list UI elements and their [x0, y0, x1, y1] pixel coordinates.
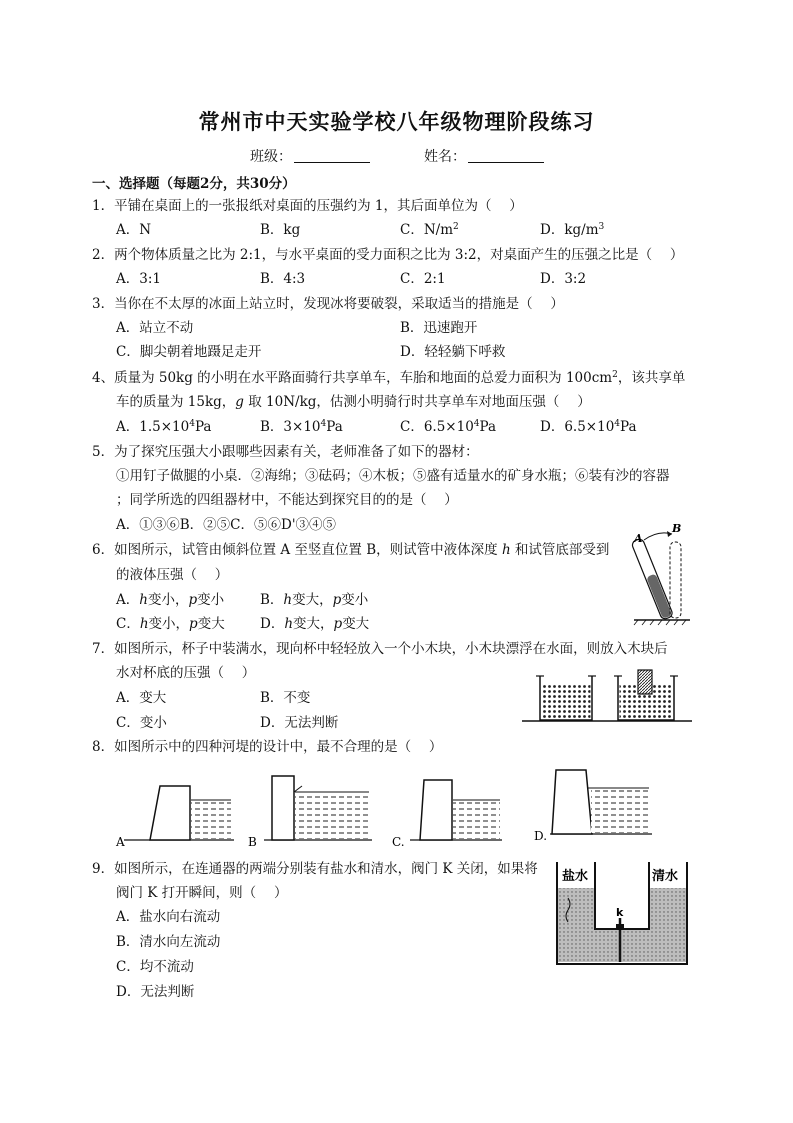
name-blank[interactable]	[468, 148, 544, 163]
q4-stem-line1: 4、质量为 50kg 的小明在水平路面骑行共享单车，车胎和地面的总爱力面积为 $100cm^2$，该共享单	[92, 370, 686, 386]
q7-option-a: A．变大	[116, 690, 167, 706]
q7-stem-line2: 水对杯底的压强（ ）	[116, 665, 256, 681]
q9-connected-vessel-figure	[554, 858, 690, 968]
q7-option-c: C．变小	[116, 715, 167, 731]
section-heading: 一、选择题（每题2分，共30分）	[92, 176, 296, 192]
name-field	[424, 146, 544, 166]
q3-option-c: C．脚尖朝着地蹑足走开	[116, 344, 262, 360]
q1-option-c: C．$N/m^2$	[400, 222, 459, 238]
q6-figure-label-b: B	[672, 522, 682, 535]
q7-option-d: D．无法判断	[260, 715, 339, 731]
q6-figure-label-a: A	[634, 532, 643, 545]
q1-option-d: D．$kg/m^3$	[540, 222, 605, 238]
q1-option-b: B．kg	[260, 222, 301, 238]
class-field	[250, 146, 370, 166]
q8-label-a: A	[116, 835, 125, 849]
q6-stem-line2: 的液体压强（ ）	[116, 567, 229, 583]
q5-stem-line3: ；同学所选的四组器材中，不能达到探究目的的是（ ）	[116, 492, 458, 508]
q9-option-d: D．无法判断	[116, 984, 195, 1000]
q3-option-b: B．迅速跑开	[400, 320, 478, 336]
class-blank[interactable]	[294, 148, 370, 163]
q6-option-c: C．h变小，p变大	[116, 616, 225, 632]
q8-stem: 8．如图所示中的四种河堤的设计中，最不合理的是（ ）	[92, 739, 443, 755]
q5-stem-line2: ①用钉子做腿的小桌．②海绵；③砝码；④木板；⑤盛有适量水的矿身水瓶；⑥装有沙的容器	[116, 468, 670, 484]
q9-label-valve: k	[616, 906, 624, 919]
page-title: 常州市中天实验学校八年级物理阶段练习	[198, 109, 595, 134]
q4-option-a: A．$1.5\times 10^4Pa$	[116, 419, 212, 435]
q9-stem-line1: 9．如图所示，在连通器的两端分别装有盐水和清水，阀门 K 关闭，如果将	[92, 861, 538, 877]
q3-option-a: A．站立不动	[116, 320, 194, 336]
q6-test-tube-figure	[616, 522, 696, 626]
q7-cups-figure	[522, 664, 692, 724]
q1-stem: 1．平铺在桌面上的一张报纸对桌面的压强约为 1，其后面单位为（ ）	[92, 198, 523, 214]
q2-option-a: A．3:1	[116, 271, 161, 287]
q3-stem: 3．当你在不太厚的冰面上站立时，发现冰将要破裂，采取适当的措施是（ ）	[92, 296, 564, 312]
q6-option-d: D．h变大，p变大	[260, 616, 370, 632]
q9-label-fresh-water: 清水	[652, 869, 679, 884]
q7-stem-line1: 7．如图所示，杯子中装满水，现向杯中轻轻放入一个小木块，小木块漂浮在水面，则放入木块后	[92, 641, 668, 657]
q9-option-a: A．盐水向右流动	[116, 909, 221, 925]
q5-options: A．①③⑥B．②⑤C．⑤⑥D'③④⑤	[116, 517, 337, 533]
q2-option-c: C．2:1	[400, 271, 446, 287]
q4-option-c: C．$6.5\times 10^4Pa$	[400, 419, 497, 435]
q2-stem: 2．两个物体质量之比为 2:1，与水平桌面的受力面积之比为 3:2，对桌面产生的压强之比是（ ）	[92, 247, 684, 263]
q4-option-b: B．$3\times 10^4Pa$	[260, 419, 343, 435]
q2-option-b: B．4:3	[260, 271, 306, 287]
q9-option-c: C．均不流动	[116, 959, 194, 975]
q7-option-b: B．不变	[260, 690, 311, 706]
q8-label-c: C.	[392, 835, 405, 849]
q8-label-d: D.	[534, 829, 548, 843]
q6-option-b: B．h变大，p变小	[260, 592, 369, 608]
q6-option-a: A．h变小，p变小	[116, 592, 225, 608]
q3-option-d: D．轻轻躺下呼救	[400, 344, 506, 360]
q4-stem-line2: 车的质量为 15kg，g 取 10N/kg，估测小明骑行时共享单车对地面压强（ ）	[116, 394, 591, 410]
q8-levee-figure	[114, 764, 694, 850]
q2-option-d: D．3:2	[540, 271, 587, 287]
q9-stem-line2: 阀门 K 打开瞬间，则（ ）	[116, 885, 288, 901]
name-label: 姓名：	[424, 149, 466, 165]
q6-stem-line1: 6．如图所示，试管由倾斜位置 A 至竖直位置 B，则试管中液体深度 h 和试管底部受到	[92, 542, 610, 558]
q9-option-b: B．清水向左流动	[116, 934, 221, 950]
q5-stem-line1: 5．为了探究压强大小跟哪些因素有关，老师准备了如下的器材：	[92, 444, 479, 460]
q8-label-b: B	[248, 835, 257, 849]
class-label: 班级：	[250, 149, 292, 165]
q9-label-salt-water: 盐水	[562, 869, 589, 884]
q1-option-a: A．N	[116, 222, 152, 238]
q4-option-d: D．$6.5\times 10^4Pa$	[540, 419, 637, 435]
